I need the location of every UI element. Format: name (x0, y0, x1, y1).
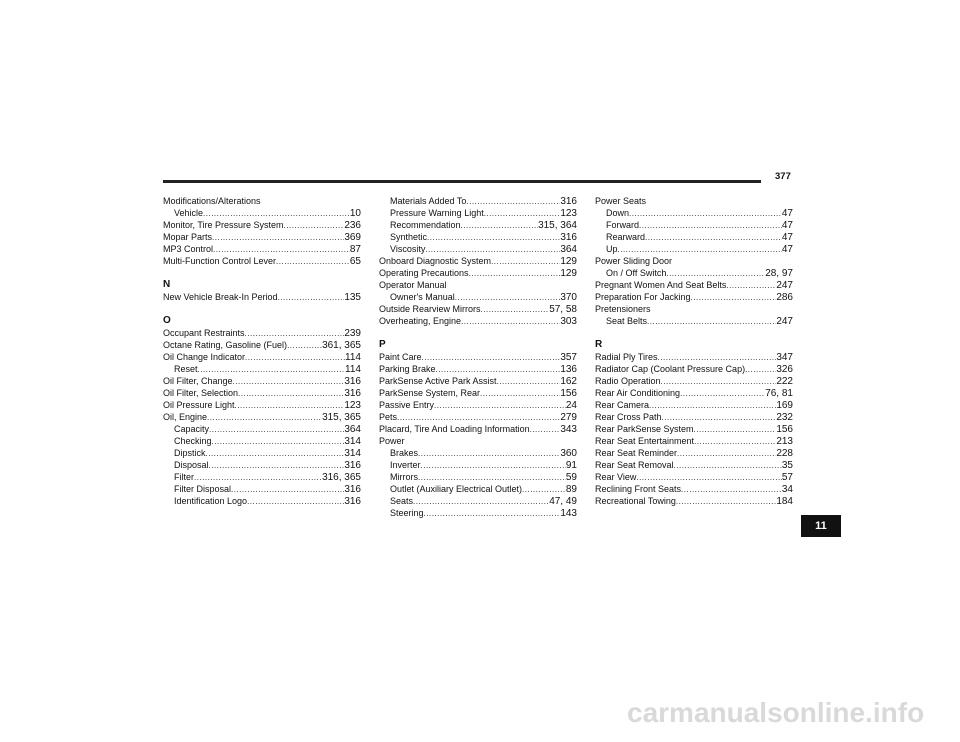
dot-leader (245, 328, 345, 339)
entry-label: Rear View (595, 472, 637, 482)
entry-label: Rear Cross Path (595, 412, 662, 422)
entry-label: Checking (174, 436, 212, 446)
dot-leader (629, 208, 782, 219)
index-subentry (379, 447, 577, 459)
section-letter-n: N (163, 279, 171, 290)
dot-leader (284, 220, 345, 231)
dot-leader (238, 388, 344, 399)
index-entry: Power Sliding Door (595, 256, 673, 266)
dot-leader (680, 388, 765, 399)
entry-pages: 47 (781, 208, 793, 219)
entry-label: On / Off Switch (606, 268, 667, 278)
entry-pages: 123 (344, 400, 361, 411)
dot-leader (231, 484, 344, 495)
index-entry (163, 411, 361, 423)
dot-leader (276, 256, 350, 267)
index-subentry (379, 207, 577, 219)
entry-label: Reset (174, 364, 198, 374)
entry-pages: 47 (781, 244, 793, 255)
entry-pages: 76, 81 (765, 388, 793, 399)
entry-pages: 59 (565, 472, 577, 483)
dot-leader (726, 280, 776, 291)
index-subentry (163, 459, 361, 471)
index-entry (163, 339, 361, 351)
index-entry (379, 255, 577, 267)
index-entry (163, 387, 361, 399)
entry-label: Oil Filter, Selection (163, 388, 239, 398)
entry-label: Inverter (390, 460, 421, 470)
entry-label: Parking Brake (379, 364, 436, 374)
entry-label: Mirrors (390, 472, 418, 482)
entry-label: New Vehicle Break-In Period (163, 292, 278, 302)
index-subentry (163, 447, 361, 459)
entry-label: ParkSense System, Rear (379, 388, 481, 398)
entry-label: Forward (606, 220, 640, 230)
dot-leader (662, 412, 777, 423)
entry-pages: 316 (560, 196, 577, 207)
index-subentry (379, 483, 577, 495)
entry-label: Owner's Manual (390, 292, 455, 302)
entry-label: Pressure Warning Light (390, 208, 484, 218)
dot-leader (639, 220, 782, 231)
index-entry (163, 351, 361, 363)
index-subentry (163, 495, 361, 507)
entry-pages: 347 (776, 352, 793, 363)
dot-leader (235, 400, 345, 411)
dot-leader (245, 352, 345, 363)
dot-leader (636, 472, 782, 483)
entry-label: Oil, Engine (163, 412, 208, 422)
index-entry (163, 219, 361, 231)
entry-pages: 316 (560, 232, 577, 243)
header-rule (163, 180, 761, 183)
entry-label: Occupant Restraints (163, 328, 245, 338)
entry-pages: 314 (344, 436, 361, 447)
entry-label: Radial Ply Tires (595, 352, 658, 362)
index-subentry (379, 231, 577, 243)
entry-label: Reclining Front Seats (595, 484, 682, 494)
entry-pages: 35 (781, 460, 793, 471)
index-subentry (379, 195, 577, 207)
entry-pages: 316, 365 (322, 472, 361, 483)
dot-leader (436, 364, 561, 375)
index-entry (595, 495, 793, 507)
dot-leader (209, 424, 344, 435)
dot-leader (209, 460, 345, 471)
entry-label: Viscosity (390, 244, 426, 254)
index-entry (163, 231, 361, 243)
entry-pages: 123 (560, 208, 577, 219)
entry-label: Down (606, 208, 630, 218)
entry-label: Oil Change Indicator (163, 352, 246, 362)
entry-pages: 228 (776, 448, 793, 459)
index-subentry (595, 243, 793, 255)
index-entry (595, 411, 793, 423)
dot-leader (649, 400, 776, 411)
entry-pages: 57 (781, 472, 793, 483)
entry-label: Rear Camera (595, 400, 650, 410)
entry-label: Synthetic (390, 232, 428, 242)
entry-pages: 360 (560, 448, 577, 459)
index-entry: Power Seats (595, 196, 647, 206)
entry-label: Filter Disposal (174, 484, 232, 494)
entry-pages: 357 (560, 352, 577, 363)
dot-leader (207, 412, 322, 423)
entry-label: Overheating, Engine (379, 316, 462, 326)
index-entry (379, 303, 577, 315)
entry-pages: 236 (344, 220, 361, 231)
index-entry: Operator Manual (379, 280, 447, 290)
entry-pages: 369 (344, 232, 361, 243)
dot-leader (422, 352, 561, 363)
dot-leader (425, 244, 560, 255)
entry-label: Rear Air Conditioning (595, 388, 681, 398)
index-subentry (163, 363, 361, 375)
entry-pages: 24 (565, 400, 577, 411)
dot-leader (397, 412, 560, 423)
entry-pages: 361, 365 (322, 340, 361, 351)
entry-label: Radio Operation (595, 376, 661, 386)
entry-label: Pets (379, 412, 398, 422)
index-entry (595, 279, 793, 291)
entry-label: Placard, Tire And Loading Information (379, 424, 530, 434)
entry-pages: 247 (776, 280, 793, 291)
dot-leader (491, 256, 560, 267)
entry-label: Vehicle (174, 208, 204, 218)
entry-pages: 279 (560, 412, 577, 423)
dot-leader (661, 376, 777, 387)
index-subentry (379, 507, 577, 519)
entry-label: Filter (174, 472, 194, 482)
entry-pages: 316 (344, 376, 361, 387)
entry-pages: 89 (565, 484, 577, 495)
entry-label: Preparation For Jacking (595, 292, 691, 302)
entry-label: Recreational Towing (595, 496, 676, 506)
entry-pages: 156 (560, 388, 577, 399)
page-number: 377 (775, 171, 791, 182)
index-entry (595, 291, 793, 303)
dot-leader (666, 268, 765, 279)
dot-leader (212, 436, 345, 447)
entry-label: Disposal (174, 460, 209, 470)
dot-leader (481, 304, 550, 315)
entry-pages: 91 (565, 460, 577, 471)
entry-label: Up (606, 244, 618, 254)
entry-label: Outlet (Auxiliary Electrical Outlet) (390, 484, 523, 494)
entry-pages: 314 (344, 448, 361, 459)
entry-pages: 47 (781, 232, 793, 243)
entry-pages: 129 (560, 256, 577, 267)
index-entry (163, 399, 361, 411)
index-entry (379, 351, 577, 363)
index-entry: Pretensioners (595, 304, 651, 314)
entry-label: Rear ParkSense System (595, 424, 694, 434)
entry-label: Rearward (606, 232, 646, 242)
index-entry (595, 435, 793, 447)
dot-leader (497, 376, 561, 387)
entry-pages: 316 (344, 496, 361, 507)
entry-pages: 34 (781, 484, 793, 495)
entry-pages: 370 (560, 292, 577, 303)
entry-label: Recommendation (390, 220, 461, 230)
dot-leader (466, 196, 560, 207)
entry-label: Brakes (390, 448, 419, 458)
entry-pages: 136 (560, 364, 577, 375)
dot-leader (530, 424, 561, 435)
entry-label: Operating Precautions (379, 268, 469, 278)
index-subentry (163, 423, 361, 435)
section-letter-p: P (379, 339, 386, 350)
index-entry (595, 363, 793, 375)
entry-label: Pregnant Women And Seat Belts (595, 280, 727, 290)
dot-leader (194, 472, 322, 483)
dot-leader (427, 232, 560, 243)
entry-pages: 364 (344, 424, 361, 435)
dot-leader (484, 208, 561, 219)
index-subentry (595, 219, 793, 231)
entry-pages: 286 (776, 292, 793, 303)
entry-pages: 303 (560, 316, 577, 327)
entry-pages: 47 (781, 220, 793, 231)
index-entry (379, 267, 577, 279)
index-entry (379, 387, 577, 399)
entry-pages: 156 (776, 424, 793, 435)
dot-leader (677, 448, 776, 459)
dot-leader (233, 376, 345, 387)
entry-label: Octane Rating, Gasoline (Fuel) (163, 340, 288, 350)
index-entry (595, 483, 793, 495)
dot-leader (198, 364, 346, 375)
index-entry (379, 399, 577, 411)
entry-label: Materials Added To (390, 196, 467, 206)
index-entry (379, 411, 577, 423)
entry-label: Onboard Diagnostic System (379, 256, 492, 266)
section-letter-o: O (163, 315, 171, 326)
index-column-2 (379, 195, 577, 519)
index-subentry (379, 243, 577, 255)
dot-leader (676, 496, 776, 507)
dot-leader (461, 220, 539, 231)
dot-leader (522, 484, 566, 495)
dot-leader (287, 340, 322, 351)
entry-label: Identification Logo (174, 496, 248, 506)
entry-label: Outside Rearview Mirrors (379, 304, 481, 314)
entry-pages: 326 (776, 364, 793, 375)
dot-leader (206, 448, 345, 459)
entry-pages: 162 (560, 376, 577, 387)
index-entry: Power (379, 436, 405, 446)
dot-leader (421, 460, 566, 471)
dot-leader (203, 208, 350, 219)
index-subentry (379, 495, 577, 507)
index-subentry (163, 435, 361, 447)
index-subentry (595, 315, 793, 327)
entry-label: MP3 Control (163, 244, 214, 254)
entry-label: Passive Entry (379, 400, 435, 410)
dot-leader (455, 292, 561, 303)
index-entry (595, 471, 793, 483)
index-entry (379, 375, 577, 387)
entry-pages: 239 (344, 328, 361, 339)
entry-pages: 247 (776, 316, 793, 327)
entry-label: Dipstick (174, 448, 206, 458)
section-letter-r: R (595, 339, 603, 350)
index-entry (595, 387, 793, 399)
index-subentry (163, 471, 361, 483)
index-entry (595, 375, 793, 387)
dot-leader (247, 496, 344, 507)
index-entry (595, 459, 793, 471)
entry-pages: 114 (345, 352, 361, 363)
entry-pages: 114 (345, 364, 361, 375)
entry-pages: 316 (344, 460, 361, 471)
entry-label: Oil Filter, Change (163, 376, 233, 386)
dot-leader (618, 244, 782, 255)
index-entry (379, 363, 577, 375)
entry-label: Multi-Function Control Lever (163, 256, 277, 266)
index-entry (595, 351, 793, 363)
entry-pages: 143 (560, 508, 577, 519)
index-entry (379, 315, 577, 327)
entry-pages: 213 (776, 436, 793, 447)
entry-label: Radiator Cap (Coolant Pressure Cap) (595, 364, 746, 374)
entry-pages: 135 (344, 292, 361, 303)
entry-pages: 87 (349, 244, 361, 255)
index-entry (163, 375, 361, 387)
index-entry (595, 423, 793, 435)
entry-label: ParkSense Active Park Assist (379, 376, 497, 386)
dot-leader (694, 436, 776, 447)
dot-leader (413, 496, 549, 507)
entry-label: Seats (390, 496, 414, 506)
dot-leader (694, 424, 777, 435)
entry-label: Steering (390, 508, 424, 518)
index-entry (163, 291, 361, 303)
entry-pages: 47, 49 (549, 496, 577, 507)
entry-pages: 28, 97 (765, 268, 793, 279)
entry-label: Rear Seat Entertainment (595, 436, 695, 446)
entry-pages: 57, 58 (549, 304, 577, 315)
dot-leader (461, 316, 560, 327)
entry-pages: 316 (344, 388, 361, 399)
entry-label: Rear Seat Removal (595, 460, 674, 470)
entry-pages: 343 (560, 424, 577, 435)
index-subentry (163, 483, 361, 495)
entry-label: Seat Belts (606, 316, 648, 326)
index-entry (595, 399, 793, 411)
entry-pages: 184 (776, 496, 793, 507)
index-column-1 (163, 195, 361, 507)
entry-pages: 315, 364 (538, 220, 577, 231)
dot-leader (658, 352, 777, 363)
entry-pages: 364 (560, 244, 577, 255)
entry-label: Paint Care (379, 352, 422, 362)
index-column-3 (595, 195, 793, 507)
entry-label: Oil Pressure Light (163, 400, 235, 410)
index-subentry (379, 291, 577, 303)
dot-leader (418, 448, 560, 459)
dot-leader (434, 400, 566, 411)
entry-label: Monitor, Tire Pressure System (163, 220, 284, 230)
dot-leader (418, 472, 566, 483)
dot-leader (469, 268, 561, 279)
entry-label: Mopar Parts (163, 232, 213, 242)
watermark: carmanualsonline.info (627, 697, 925, 728)
index-subentry (379, 459, 577, 471)
index-subentry (379, 219, 577, 231)
chapter-tab: 11 (801, 515, 841, 537)
index-entry (163, 255, 361, 267)
entry-label: Capacity (174, 424, 210, 434)
dot-leader (278, 292, 345, 303)
index-subentry (595, 267, 793, 279)
index-subentry (379, 471, 577, 483)
entry-pages: 129 (560, 268, 577, 279)
index-entry: Modifications/Alterations (163, 196, 261, 206)
entry-pages: 222 (776, 376, 793, 387)
entry-pages: 10 (349, 208, 361, 219)
dot-leader (681, 484, 782, 495)
index-entry (595, 447, 793, 459)
index-entry (163, 327, 361, 339)
dot-leader (691, 292, 777, 303)
entry-pages: 232 (776, 412, 793, 423)
dot-leader (480, 388, 560, 399)
entry-pages: 169 (776, 400, 793, 411)
dot-leader (424, 508, 561, 519)
entry-label: Rear Seat Reminder (595, 448, 678, 458)
dot-leader (212, 232, 344, 243)
entry-pages: 316 (344, 484, 361, 495)
entry-pages: 315, 365 (322, 412, 361, 423)
index-entry (379, 423, 577, 435)
dot-leader (674, 460, 782, 471)
entry-pages: 65 (349, 256, 361, 267)
index-entry (163, 243, 361, 255)
dot-leader (645, 232, 782, 243)
index-subentry (163, 207, 361, 219)
dot-leader (745, 364, 776, 375)
dot-leader (213, 244, 350, 255)
dot-leader (647, 316, 776, 327)
index-subentry (595, 207, 793, 219)
index-subentry (595, 231, 793, 243)
